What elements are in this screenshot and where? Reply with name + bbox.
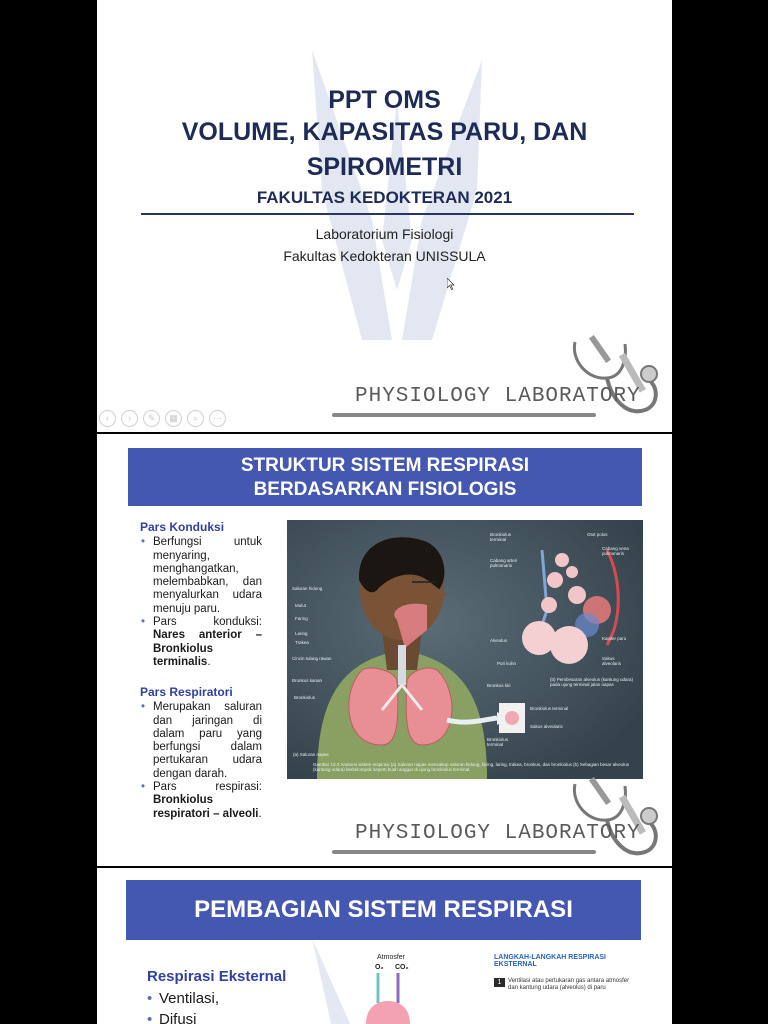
label-bronkus-kanan: Bronkus kanan [292,678,323,683]
label-cabang-arteri: Cabang arteri pulmonaris [490,558,518,568]
konduksi-item-2-bold: Nares anterior – Bronkiolus terminalis [153,629,262,668]
respiratory-anatomy-figure [287,520,643,779]
footer-label: PHYSIOLOGY LABORATORY [355,822,641,845]
label-bronkiolus-terminal: Bronkiolus terminal [490,532,512,542]
banner-line-1: STRUKTUR SISTEM RESPIRASI [240,455,530,476]
stethoscope-icon [567,330,667,422]
steps-title: LANGKAH-LANGKAH RESPIRASI EKSTERNAL [494,954,606,968]
zoom-icon[interactable]: ⌕ [187,410,204,427]
respiratori-item-1 [140,701,262,781]
label-sakus-alveolaris-2: Sakus alveolaris [530,724,563,729]
label-panel-a: (a) Saluran napas [293,752,329,757]
next-icon[interactable]: › [121,410,138,427]
diagram-atmosfer-label: Atmosfer [377,954,406,961]
title-slide [97,0,672,432]
figure-caption: Gambar 13-2 Anatomi sistem respirasi (a) Saluran napas mencakup saluran hidung, faring, laring, trakea, bronkus, dan bronkiolus (b) Sebagian besar alveolus (kantung udara) berkelompok seperti buah anggur di ujung bronkiolus terminal. [313,762,630,772]
label-laring: Laring [295,631,308,636]
slide-banner: PEMBAGIAN SISTEM RESPIRASI [126,880,641,940]
external-item-1: • Ventilasi, [147,990,286,1007]
diagram-co2-label: CO₂ [395,964,409,971]
konduksi-item-1 [140,536,262,616]
anatomy-illustration-icon [287,520,643,779]
division-slide [97,868,672,1024]
title-divider [141,213,634,215]
konduksi-item-1-text: Berfungsi untuk menyaring, menghangatkan, melembabkan, dan menyalurkan udara menuju paru. [153,536,262,615]
respiratori-item-2-bold: Bronkiolus respiratori – alveoli [153,794,259,820]
label-pori-kohn: Pori kohn [497,661,517,666]
title-line-2: VOLUME, KAPASITAS PARU, DAN [181,118,588,146]
label-cabang-vena: Cabang vena pulmonaris [602,546,629,556]
label-saluran-hidung: Saluran hidung [292,586,323,591]
step-1-text: Ventilasi atau pertukaran gas antara atmosfer dan kantung udara (alveolus) di paru [508,978,630,991]
respiratori-item-2 [140,781,262,821]
label-cincin: Cincin tulang rawan [292,656,332,661]
external-respiration-heading: Respirasi Eksternal [147,968,287,985]
prev-icon[interactable]: ‹ [99,410,116,427]
konduksi-item-2-suffix: . [207,655,211,668]
faculty-name: Fakultas Kedokteran UNISSULA [283,248,486,264]
respiratori-section [140,686,262,821]
label-bronkiolus-terminal-2: Bronkiolus terminal [530,706,569,711]
diagram-o2-label: O₂ [375,964,384,971]
label-otot-polos: Otot polos [587,532,608,537]
slideshow-toolbar [99,410,226,427]
label-alveolus: Alveolus [490,638,508,643]
mouse-cursor-icon [447,278,455,290]
banner-line-2: BERDASARKAN FISIOLOGIS [253,479,517,500]
structure-slide [97,434,672,866]
slides-icon[interactable]: ▦ [165,410,182,427]
respiratori-item-2-suffix: . [258,807,262,820]
label-sakus-alveolaris: Sakus alveolaris [602,656,622,666]
label-bronkiolus-terminal-3: Bronkiolus terminal [487,737,509,747]
footer-bar [332,413,596,417]
konduksi-item-2-prefix: Pars konduksi: [153,616,262,629]
konduksi-heading: Pars Konduksi [140,520,225,534]
external-item-2: • Difusi [147,1011,286,1024]
konduksi-section [140,521,262,669]
label-faring: Faring [295,616,308,621]
label-trakea: Trakea [295,640,309,645]
more-icon[interactable]: ⋯ [209,410,226,427]
label-bronkus-kiri: Bronkus kiri [487,683,511,688]
label-kapiler-paru: Kapiler paru [602,636,627,641]
lab-name: Laboratorium Fisiologi [315,226,454,242]
respiration-diagram-icon [362,973,422,1024]
footer-bar [332,850,596,854]
title-line-1: PPT OMS [328,86,441,114]
respiratori-item-1-text: Merupakan saluran dan jaringan di dalam paru yang berfungsi dalam pertukaran udara dengan darah. [153,701,262,780]
step-1-number: 1 [494,978,505,987]
external-respiration-section [147,968,286,1024]
label-mulut: Mulut [295,603,307,608]
label-bronkiolus: Bronkiolus [294,695,316,700]
footer-label: PHYSIOLOGY LABORATORY [355,385,641,408]
title-line-3: SPIROMETRI [306,153,463,181]
slide-banner [128,448,642,506]
label-panel-b: (b) Pembesaran alveolus (kantung udara) pada ujung terminal jalan napas [550,677,634,687]
konduksi-item-2 [140,616,262,669]
respiratori-item-2-prefix: Pars respirasi: [153,781,262,794]
pen-icon[interactable]: ✎ [143,410,160,427]
subtitle: FAKULTAS KEDOKTERAN 2021 [256,188,513,207]
respiratori-heading: Pars Respiratori [140,685,233,699]
